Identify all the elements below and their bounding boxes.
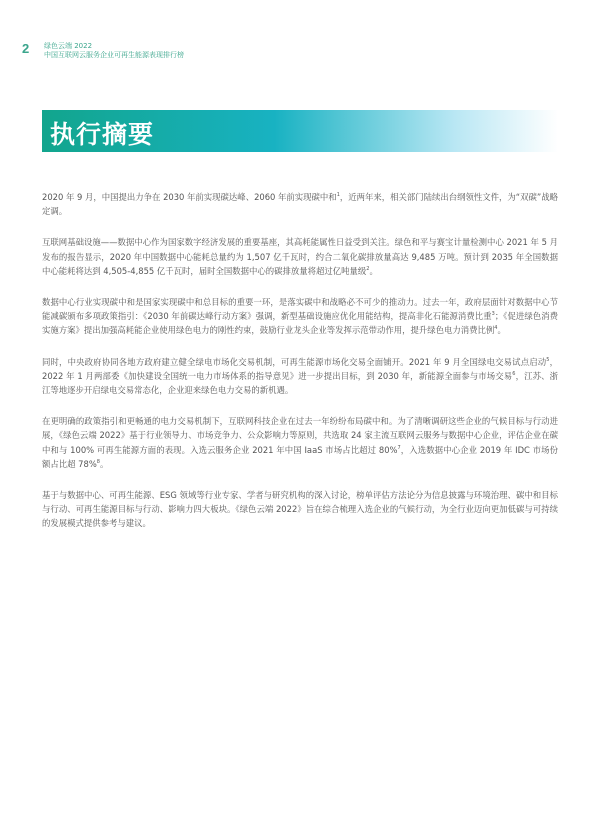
paragraph-2: 互联网基础设施——数据中心作为国家数字经济发展的重要基座，其高耗能属性日益受到关注。绿色和平与赛宝计量检测中心 2021 年 5 月发布的报告显示，2020 年中国数据中心能耗总量约为 1,507 亿千瓦时，约合二氧化碳排放量高达 9,485 万吨。预计到 2035 年全国数据中心能耗将达到 4,505-4,855 亿千瓦时，届时全国数据中心的碳排放量将超过亿吨量级$^2$。	[42, 237, 558, 276]
footnote-ref: 5	[546, 356, 550, 363]
footnote-ref: 1	[336, 192, 340, 199]
footnote-ref: 3	[491, 311, 495, 318]
summary-body	[42, 190, 558, 548]
section-banner	[42, 110, 558, 152]
footnote-ref: 6	[512, 371, 516, 378]
report-title: 绿色云端 2022	[44, 42, 93, 50]
running-header	[44, 42, 184, 60]
paragraph-6: 基于与数据中心、可再生能源、ESG 领域等行业专家、学者与研究机构的深入讨论，榜单评估方法论分为信息披露与环境治理、碳中和目标与行动、可再生能源目标与行动、影响力四大板块。《绿色云端 2022》旨在综合梳理入选企业的气候行动，为全行业迈向更加低碳与可持续的发展模式提供参考与建议。	[42, 490, 558, 529]
footnote-ref: 4	[494, 325, 498, 332]
footnote-ref: 7	[397, 444, 401, 451]
footnote-ref: 2	[366, 266, 370, 273]
paragraph-3: 数据中心行业实现碳中和是国家实现碳中和总目标的重要一环，是落实碳中和战略必不可少的推动力。过去一年，政府层面针对数据中心节能减碳颁布多项政策指引：《2030 年前碳达峰行动方案》强调，新型基础设施应优化用能结构，提高非化石能源消费比重$^3$；《促进绿色消费实施方案》提出加强高耗能企业使用绿色电力的刚性约束，鼓励行业龙头企业等发挥示范带动作用，提升绿色电力消费比例$^4$。	[42, 297, 558, 336]
paragraph-5: 在更明确的政策指引和更畅通的电力交易机制下，互联网科技企业在过去一年纷纷布局碳中和。为了清晰调研这些企业的气候目标与行动进展，《绿色云端 2022》基于行业领导力、市场竞争力、公众影响力等原则，共选取 24 家主流互联网云服务与数据中心企业，评估企业在碳中和与 100% 可再生能源方面的表现。入选云服务企业 2021 年中国 IaaS 市场占比超过 80%$^7$，入选数据中心企业 2019 年 IDC 市场份额占比超 78%$^8$。	[42, 416, 558, 469]
report-subtitle: 中国互联网云服务企业可再生能源表现排行榜	[44, 51, 184, 59]
paragraph-1: 2020 年 9 月，中国提出力争在 2030 年前实现碳达峰、2060 年前实现碳中和$^1$，近两年来，相关部门陆续出台纲领性文件，为“双碳”战略定调。	[42, 192, 558, 217]
section-title: 执行摘要	[50, 120, 155, 149]
footnote-ref: 8	[96, 459, 100, 466]
paragraph-4: 同时，中央政府协同各地方政府建立健全绿电市场化交易机制，可再生能源市场化交易全面铺开。2021 年 9 月全国绿电交易试点启动$^5$，2022 年 1 月两部委《加快建设全国统一电力市场体系的指导意见》进一步提出目标，到 2030 年，新能源全面参与市场交易$^6$，江苏、浙江等地逐步开启绿电交易常态化，企业迎来绿色电力交易的新机遇。	[42, 356, 559, 396]
page-number: 2	[22, 41, 30, 56]
